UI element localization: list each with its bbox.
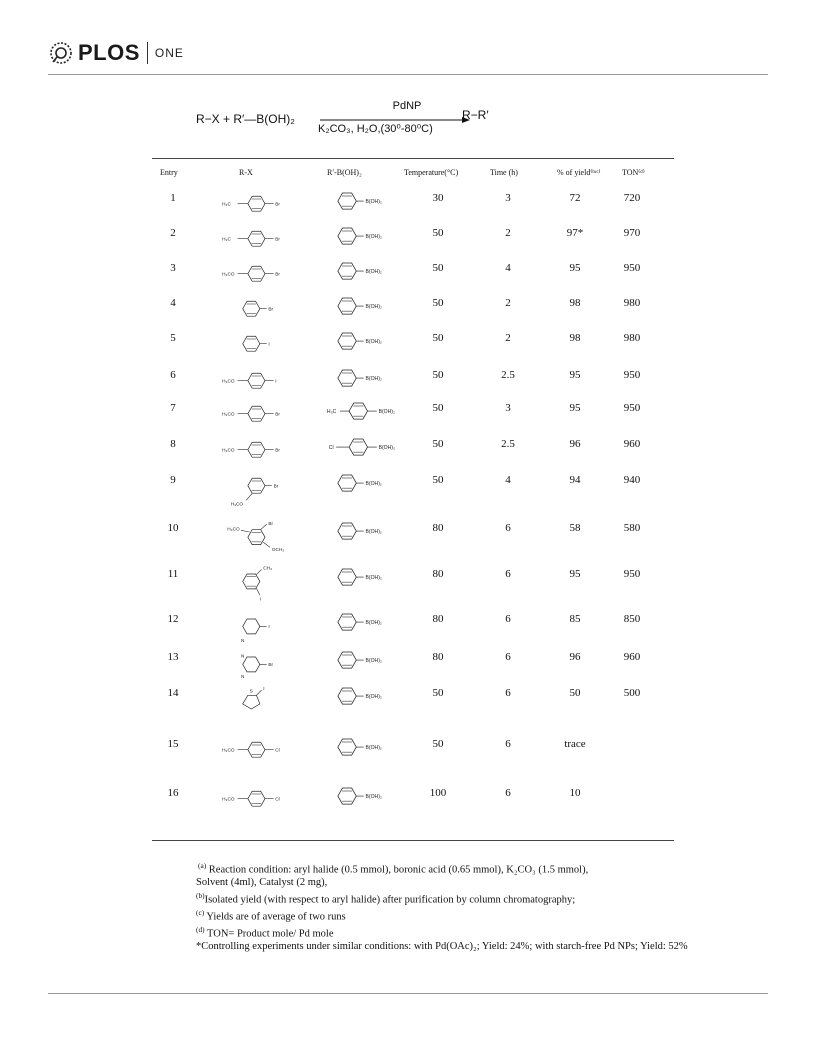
cell-yield: 72	[569, 192, 581, 204]
cell-temperature: 30	[432, 192, 444, 204]
svg-text:Br: Br	[275, 201, 280, 207]
header-temperature: Temperature(°C)	[404, 168, 459, 177]
cell-ton: 500	[623, 687, 641, 699]
boronic-acid-structure	[320, 649, 400, 673]
scheme-reactants: R−X + R′—B(OH)₂	[196, 112, 295, 126]
svg-text:B(OH)₂: B(OH)₂	[365, 574, 382, 581]
svg-text:Br: Br	[268, 521, 274, 527]
cell-temperature: 50	[432, 738, 444, 750]
cell-ton: 940	[623, 474, 641, 486]
footnote-d: $^{(d)}$ TON= Product mole/ Pd mole	[196, 924, 334, 939]
aryl-halide-structure	[214, 295, 304, 331]
svg-text:H₃CO: H₃CO	[230, 501, 244, 507]
svg-text:H₃C: H₃C	[326, 408, 337, 415]
boronic-acid-structure	[320, 566, 400, 590]
svg-text:Cl: Cl	[328, 444, 334, 451]
boronic-acid-structure	[320, 472, 400, 496]
scheme-conditions: K₂CO₃, H₂O,(30⁰-80⁰C)	[318, 123, 433, 135]
svg-text:B(OH)₂: B(OH)₂	[365, 744, 382, 751]
svg-text:B(OH)₂: B(OH)₂	[365, 375, 382, 382]
cell-yield: 50	[569, 687, 581, 699]
cell-ton: 970	[623, 227, 641, 239]
cell-ton: 580	[623, 522, 641, 534]
table-bottom-rule	[152, 840, 674, 841]
cell-entry: 14	[167, 687, 179, 699]
svg-text:H₃CO: H₃CO	[222, 411, 235, 417]
svg-text:B(OH)₂: B(OH)₂	[365, 619, 382, 626]
cell-yield: 58	[569, 522, 581, 534]
boronic-acid-structure	[320, 611, 400, 635]
svg-text:B(OH)₂: B(OH)₂	[365, 793, 382, 800]
footer-rule	[48, 993, 768, 994]
svg-text:B(OH)₂: B(OH)₂	[365, 233, 382, 240]
cell-yield: 85	[569, 613, 581, 625]
header-separator	[147, 42, 148, 64]
journal-header	[48, 38, 184, 68]
cell-time: 2	[505, 332, 511, 344]
cell-ton: 960	[623, 651, 641, 663]
scheme-product: R−R′	[462, 108, 489, 122]
svg-text:Br: Br	[275, 236, 280, 242]
cell-ton: 980	[623, 332, 641, 344]
cell-temperature: 50	[432, 474, 444, 486]
aryl-halide-structure	[214, 611, 304, 647]
aryl-halide-structure	[214, 649, 304, 685]
cell-yield: 95	[569, 369, 581, 381]
cell-ton: 720	[623, 192, 641, 204]
cell-entry: 4	[170, 297, 176, 309]
cell-entry: 9	[170, 474, 176, 486]
footnote-control: *Controlling experiments under similar conditions: with Pd(OAc)₂; Yield: 24%; with starch-free Pd NPs; Yield: 52%	[196, 940, 688, 952]
cell-temperature: 80	[432, 522, 444, 534]
cell-temperature: 50	[432, 438, 444, 450]
cell-time: 6	[505, 522, 511, 534]
svg-text:Cl: Cl	[275, 796, 280, 802]
svg-text:S: S	[249, 688, 253, 694]
cell-ton: 960	[623, 438, 641, 450]
cell-ton: 950	[623, 369, 641, 381]
cell-entry: 13	[167, 651, 179, 663]
boronic-acid-structure	[320, 367, 400, 391]
aryl-halide-structure	[214, 566, 304, 602]
table-top-rule	[152, 158, 674, 159]
cell-entry: 3	[170, 262, 176, 274]
svg-text:H₃CO: H₃CO	[227, 526, 240, 532]
svg-text:N: N	[241, 653, 245, 659]
cell-ton: 950	[623, 568, 641, 580]
svg-text:H₃CO: H₃CO	[222, 378, 235, 384]
boronic-acid-structure	[322, 436, 402, 460]
aryl-halide-structure	[214, 225, 304, 261]
reaction-scheme	[196, 100, 526, 140]
cell-entry: 7	[170, 402, 176, 414]
cell-yield: 95	[569, 402, 581, 414]
cell-time: 6	[505, 651, 511, 663]
aryl-halide-structure	[214, 260, 304, 296]
svg-text:Br: Br	[275, 411, 280, 417]
cell-temperature: 50	[432, 369, 444, 381]
cell-temperature: 50	[432, 227, 444, 239]
cell-entry: 1	[170, 192, 176, 204]
svg-text:Br: Br	[268, 662, 274, 668]
svg-text:B(OH)₂: B(OH)₂	[365, 303, 382, 310]
svg-text:H₃CO: H₃CO	[222, 447, 235, 453]
cell-time: 4	[505, 262, 511, 274]
cell-yield: 95	[569, 568, 581, 580]
svg-text:Br: Br	[273, 483, 279, 489]
svg-text:B(OH)₂: B(OH)₂	[365, 268, 382, 275]
cell-yield: 96	[569, 651, 581, 663]
header-rx: R-X	[239, 168, 253, 177]
cell-ton: 950	[623, 402, 641, 414]
svg-text:N: N	[241, 674, 245, 680]
cell-temperature: 50	[432, 687, 444, 699]
cell-temperature: 50	[432, 332, 444, 344]
svg-text:I: I	[259, 596, 262, 602]
cell-yield: 94	[569, 474, 581, 486]
publisher-name: PLOS	[78, 40, 140, 65]
svg-text:H₃C: H₃C	[222, 236, 231, 242]
header-boronic: R′-B(OH)₂	[327, 168, 362, 177]
svg-text:H₃CO: H₃CO	[222, 271, 235, 277]
svg-text:B(OH)₂: B(OH)₂	[365, 693, 382, 700]
cell-time: 4	[505, 474, 511, 486]
cell-temperature: 50	[432, 297, 444, 309]
aryl-halide-structure	[214, 685, 304, 721]
cell-temperature: 100	[429, 787, 447, 799]
boronic-acid-structure	[320, 736, 400, 760]
cell-ton: 950	[623, 262, 641, 274]
boronic-acid-structure	[320, 330, 400, 354]
cell-time: 6	[505, 568, 511, 580]
cell-entry: 12	[167, 613, 179, 625]
header-yield: % of yield⁽ᵇʴᶜ⁾	[557, 168, 601, 177]
svg-text:I: I	[268, 341, 270, 347]
plos-logo-icon	[48, 40, 74, 66]
cell-ton: 850	[623, 613, 641, 625]
cell-entry: 15	[167, 738, 179, 750]
aryl-halide-structure	[214, 520, 304, 556]
svg-text:Br: Br	[275, 271, 280, 277]
cell-time: 6	[505, 738, 511, 750]
footnote-b: $^{(b)}$Isolated yield (with respect to aryl halide) after purification by column chromatography;	[196, 890, 576, 905]
cell-entry: 8	[170, 438, 176, 450]
cell-temperature: 80	[432, 651, 444, 663]
svg-text:H₃CO: H₃CO	[222, 747, 235, 753]
cell-entry: 5	[170, 332, 176, 344]
cell-entry: 2	[170, 227, 176, 239]
boronic-acid-structure	[320, 260, 400, 284]
footnote-c: $^{(c)}$ Yields are of average of two runs	[196, 907, 346, 922]
cell-yield: 95	[569, 262, 581, 274]
svg-text:CH₃: CH₃	[263, 565, 273, 571]
boronic-acid-structure	[320, 520, 400, 544]
svg-text:B(OH)₂: B(OH)₂	[365, 528, 382, 535]
cell-time: 2.5	[501, 369, 515, 381]
svg-text:B(OH)₂: B(OH)₂	[378, 408, 395, 415]
boronic-acid-structure	[322, 400, 402, 424]
cell-temperature: 80	[432, 613, 444, 625]
svg-text:B(OH)₂: B(OH)₂	[365, 198, 382, 205]
cell-time: 2	[505, 297, 511, 309]
cell-yield: 98	[569, 297, 581, 309]
cell-temperature: 50	[432, 262, 444, 274]
svg-text:H₃CO: H₃CO	[222, 796, 235, 802]
cell-entry: 6	[170, 369, 176, 381]
cell-yield: 10	[569, 787, 581, 799]
cell-entry: 11	[167, 568, 179, 580]
header-entry: Entry	[160, 168, 178, 177]
svg-text:I: I	[263, 686, 265, 692]
svg-text:B(OH)₂: B(OH)₂	[365, 657, 382, 664]
table-footnotes	[196, 860, 688, 953]
cell-entry: 10	[167, 522, 179, 534]
svg-text:Cl: Cl	[275, 747, 280, 753]
cell-time: 6	[505, 687, 511, 699]
aryl-halide-structure	[214, 736, 304, 772]
cell-yield: 98	[569, 332, 581, 344]
footnote-a: $^{(a)}$ Reaction condition: aryl halide (0.5 mmol), boronic acid (0.65 mmol), K₂CO₃ (1.5 mmol),	[198, 861, 589, 876]
cell-yield: trace	[564, 738, 586, 750]
cell-yield: 97*	[566, 227, 584, 239]
svg-text:I: I	[275, 378, 277, 384]
boronic-acid-structure	[320, 190, 400, 214]
svg-text:H₃C: H₃C	[222, 201, 231, 207]
svg-text:Br: Br	[268, 306, 274, 312]
aryl-halide-structure	[214, 436, 304, 472]
svg-text:OCH₃: OCH₃	[271, 546, 285, 552]
header-time: Time (h)	[490, 168, 518, 177]
header-rule	[48, 74, 768, 75]
boronic-acid-structure	[320, 295, 400, 319]
svg-text:I: I	[268, 624, 270, 630]
scheme-catalyst: PdNP	[392, 100, 422, 112]
svg-text:B(OH)₂: B(OH)₂	[365, 480, 382, 487]
aryl-halide-structure	[214, 330, 304, 366]
svg-text:B(OH)₂: B(OH)₂	[365, 338, 382, 345]
boronic-acid-structure	[320, 685, 400, 709]
cell-time: 3	[505, 192, 511, 204]
aryl-halide-structure	[214, 367, 304, 403]
cell-entry: 16	[167, 787, 179, 799]
cell-time: 6	[505, 787, 511, 799]
journal-name: ONE	[154, 46, 184, 60]
aryl-halide-structure	[214, 400, 304, 436]
cell-time: 2	[505, 227, 511, 239]
cell-yield: 96	[569, 438, 581, 450]
aryl-halide-structure	[214, 785, 304, 821]
svg-text:N: N	[241, 637, 245, 643]
cell-temperature: 50	[432, 402, 444, 414]
boronic-acid-structure	[320, 785, 400, 809]
svg-text:Br: Br	[275, 447, 280, 453]
cell-time: 6	[505, 613, 511, 625]
footnote-a-continued: Solvent (4ml), Catalyst (2 mg),	[196, 877, 328, 888]
cell-time: 2.5	[501, 438, 515, 450]
cell-ton: 980	[623, 297, 641, 309]
aryl-halide-structure	[214, 190, 304, 226]
cell-time: 3	[505, 402, 511, 414]
cell-temperature: 80	[432, 568, 444, 580]
aryl-halide-structure	[214, 472, 304, 508]
boronic-acid-structure	[320, 225, 400, 249]
header-ton: TON⁽ᵈ⁾	[622, 168, 645, 177]
svg-text:B(OH)₂: B(OH)₂	[378, 444, 395, 451]
